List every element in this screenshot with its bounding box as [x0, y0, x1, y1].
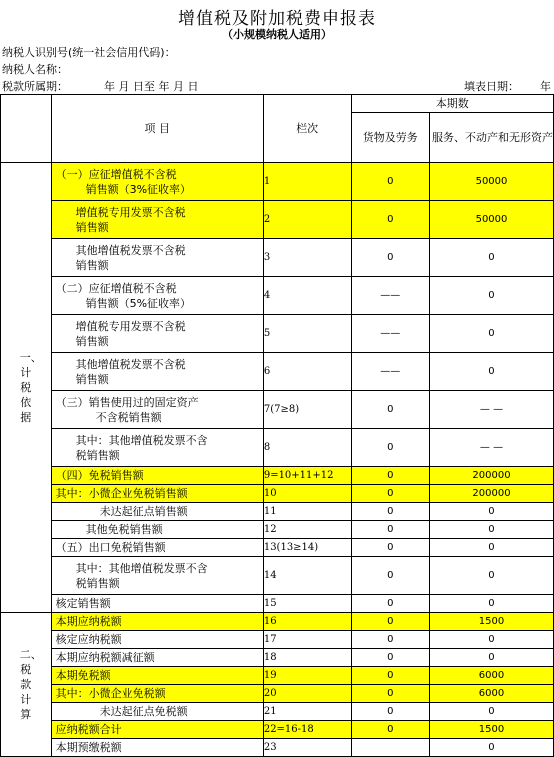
row-item-cell	[51, 201, 263, 239]
table-row	[1, 277, 554, 315]
row-services-value[interactable]: 6000	[429, 667, 553, 685]
row-goods-value[interactable]: 0	[351, 685, 429, 703]
row-item-label-2: 不含税销售额	[95, 410, 162, 424]
tax-period-label: 税款所属期：	[2, 80, 68, 93]
row-item-cell	[51, 649, 263, 667]
row-line-number[interactable]: 16	[263, 613, 351, 631]
row-services-value[interactable]: 0	[429, 703, 553, 721]
row-item-label: 未达起征点销售额	[99, 505, 188, 518]
table-row	[1, 613, 554, 631]
row-line-number[interactable]: 20	[263, 685, 351, 703]
row-line-number[interactable]: 14	[263, 557, 351, 595]
row-line-number[interactable]: 12	[263, 521, 351, 539]
row-item-label-2: 销售额	[75, 334, 109, 348]
row-services-value[interactable]: 0	[429, 595, 553, 613]
row-goods-value[interactable]	[351, 739, 429, 757]
row-item-label: 增值税专用发票不含税	[75, 205, 186, 219]
row-goods-value[interactable]: 0	[351, 595, 429, 613]
row-item-cell	[51, 631, 263, 649]
table-row	[1, 649, 554, 667]
row-services-value[interactable]: 0	[429, 315, 553, 353]
row-item-cell	[51, 391, 263, 429]
row-line-number[interactable]: 9=10+11+12	[263, 467, 351, 485]
row-line-number[interactable]: 2	[263, 201, 351, 239]
row-line-number[interactable]: 21	[263, 703, 351, 721]
row-item-label: 未达起征点免税额	[99, 705, 188, 718]
row-item-cell	[51, 353, 263, 391]
row-services-value[interactable]: — —	[429, 429, 553, 467]
row-item-cell	[51, 721, 263, 739]
section-blank	[1, 95, 52, 163]
row-item-label: 其他增值税发票不含税	[75, 357, 186, 371]
row-goods-value[interactable]: 0	[351, 201, 429, 239]
table-row	[1, 631, 554, 649]
row-item-cell	[51, 703, 263, 721]
row-item-label: （三）销售使用过的固定资产	[55, 395, 199, 409]
row-goods-value[interactable]: ——	[351, 353, 429, 391]
row-services-value[interactable]: 50000	[429, 163, 553, 201]
fill-date-label: 填表日期：	[464, 80, 519, 93]
row-goods-value[interactable]: 0	[351, 649, 429, 667]
table-row	[1, 595, 554, 613]
table-row	[1, 239, 554, 277]
row-item-label: 其中：其他增值税发票不含	[75, 561, 208, 575]
row-line-number[interactable]: 22=16-18	[263, 721, 351, 739]
tax-period-value: 年 月 日至 年 月 日	[104, 80, 199, 93]
row-goods-value[interactable]: 0	[351, 391, 429, 429]
row-item-cell	[51, 521, 263, 539]
row-services-value[interactable]: 200000	[429, 485, 553, 503]
row-item-label: 本期应纳税额减征额	[55, 651, 155, 664]
row-item-label-2: 销售额	[75, 258, 109, 272]
row-item-cell	[51, 467, 263, 485]
row-line-number[interactable]: 18	[263, 649, 351, 667]
row-item-cell	[51, 739, 263, 757]
row-services-value[interactable]: 50000	[429, 201, 553, 239]
table-row	[1, 485, 554, 503]
col-header-item: 项 目	[51, 95, 263, 163]
row-item-label-2: 销售额	[75, 372, 109, 386]
row-item-label-2: 税销售额	[75, 448, 120, 462]
row-item-label: （四）免税销售额	[55, 469, 144, 482]
row-line-number[interactable]: 6	[263, 353, 351, 391]
row-item-cell	[51, 315, 263, 353]
row-item-label-2: 销售额（5%征收率）	[85, 296, 192, 310]
table-row	[1, 467, 554, 485]
taxpayer-id-label: 纳税人识别号(统一社会信用代码)：	[2, 46, 176, 59]
table-row	[1, 353, 554, 391]
row-line-number[interactable]: 17	[263, 631, 351, 649]
row-item-label-2: 销售额	[75, 220, 109, 234]
row-services-value[interactable]: 200000	[429, 467, 553, 485]
table-row	[1, 163, 554, 201]
row-item-cell	[51, 557, 263, 595]
col-header-line: 栏次	[263, 95, 351, 163]
row-item-cell	[51, 667, 263, 685]
row-goods-value[interactable]: 0	[351, 557, 429, 595]
row-goods-value[interactable]: 0	[351, 721, 429, 739]
row-item-cell	[51, 429, 263, 467]
row-services-value[interactable]: 0	[429, 239, 553, 277]
row-line-number[interactable]: 4	[263, 277, 351, 315]
row-goods-value[interactable]: 0	[351, 485, 429, 503]
row-item-label: 增值税专用发票不含税	[75, 319, 186, 333]
row-line-number[interactable]: 11	[263, 503, 351, 521]
table-row	[1, 721, 554, 739]
row-line-number[interactable]: 1	[263, 163, 351, 201]
table-row	[1, 703, 554, 721]
table-row	[1, 739, 554, 757]
row-item-cell	[51, 163, 263, 201]
row-goods-value[interactable]: ——	[351, 277, 429, 315]
section-label-calc: 二、税款计算	[1, 613, 52, 757]
col-header-current-period: 本期数	[351, 95, 553, 113]
row-services-value[interactable]: 0	[429, 539, 553, 557]
table-row	[1, 391, 554, 429]
row-services-value[interactable]: 0	[429, 521, 553, 539]
row-line-number[interactable]: 15	[263, 595, 351, 613]
row-goods-value[interactable]: 0	[351, 503, 429, 521]
row-item-label: 其中：其他增值税发票不含	[75, 433, 208, 447]
row-item-label: 其他免税销售额	[85, 523, 163, 536]
table-row	[1, 557, 554, 595]
row-line-number[interactable]: 10	[263, 485, 351, 503]
row-goods-value[interactable]: ——	[351, 315, 429, 353]
row-goods-value[interactable]: 0	[351, 703, 429, 721]
row-item-cell	[51, 539, 263, 557]
row-item-cell	[51, 277, 263, 315]
row-item-label: 本期预缴税额	[55, 741, 122, 754]
row-item-label: 应纳税额合计	[55, 723, 122, 736]
row-services-value[interactable]: 0	[429, 353, 553, 391]
row-item-label-2: 销售额（3%征收率）	[85, 182, 192, 196]
row-goods-value[interactable]: 0	[351, 539, 429, 557]
row-item-cell	[51, 613, 263, 631]
row-line-number[interactable]: 8	[263, 429, 351, 467]
row-goods-value[interactable]: 0	[351, 667, 429, 685]
row-item-label: 本期免税额	[55, 669, 111, 682]
row-goods-value[interactable]: 0	[351, 631, 429, 649]
fill-date-value: 年	[540, 80, 551, 93]
row-item-label: （一）应征增值税不含税	[55, 167, 177, 181]
row-item-label: 其中：小微企业免税额	[55, 687, 166, 700]
row-line-number[interactable]: 7(7≥8)	[263, 391, 351, 429]
row-item-label: 其中：小微企业免税销售额	[55, 487, 188, 500]
row-item-label: （二）应征增值税不含税	[55, 281, 177, 295]
row-line-number[interactable]: 19	[263, 667, 351, 685]
row-item-label: 核定应纳税额	[55, 633, 122, 646]
row-item-label: 其他增值税发票不含税	[75, 243, 186, 257]
row-services-value[interactable]: 6000	[429, 685, 553, 703]
row-item-cell	[51, 239, 263, 277]
row-line-number[interactable]: 5	[263, 315, 351, 353]
row-services-value[interactable]: — —	[429, 391, 553, 429]
row-item-cell	[51, 595, 263, 613]
table-row	[1, 539, 554, 557]
row-item-label-2: 税销售额	[75, 576, 120, 590]
row-line-number[interactable]: 3	[263, 239, 351, 277]
row-goods-value[interactable]: 0	[351, 163, 429, 201]
row-goods-value[interactable]: 0	[351, 521, 429, 539]
col-header-goods: 货物及劳务	[351, 113, 429, 163]
declaration-table	[0, 94, 554, 757]
taxpayer-name-label: 纳税人名称：	[2, 63, 68, 76]
row-services-value[interactable]: 0	[429, 277, 553, 315]
row-goods-value[interactable]: 0	[351, 613, 429, 631]
row-item-cell	[51, 685, 263, 703]
table-row	[1, 685, 554, 703]
row-item-label: 核定销售额	[55, 597, 111, 610]
col-header-services: 服务、不动产和无形资产	[429, 113, 553, 163]
row-goods-value[interactable]: 0	[351, 239, 429, 277]
row-services-value[interactable]: 1500	[429, 613, 553, 631]
table-row	[1, 429, 554, 467]
row-services-value[interactable]: 1500	[429, 721, 553, 739]
row-goods-value[interactable]: 0	[351, 429, 429, 467]
table-row	[1, 315, 554, 353]
table-row	[1, 521, 554, 539]
row-item-cell	[51, 485, 263, 503]
row-services-value[interactable]: 0	[429, 503, 553, 521]
form-subtitle: （小规模纳税人适用）	[222, 28, 332, 41]
table-row	[1, 201, 554, 239]
row-item-label: 本期应纳税额	[55, 615, 122, 628]
table-row	[1, 503, 554, 521]
row-item-label: （五）出口免税销售额	[55, 541, 166, 554]
table-row	[1, 667, 554, 685]
row-line-number[interactable]: 13(13≥14)	[263, 539, 351, 557]
row-goods-value[interactable]: 0	[351, 467, 429, 485]
row-services-value[interactable]: 0	[429, 739, 553, 757]
row-line-number[interactable]: 23	[263, 739, 351, 757]
row-item-cell	[51, 503, 263, 521]
section-label-basis: 一、计税依据	[1, 163, 52, 613]
row-services-value[interactable]: 0	[429, 649, 553, 667]
row-services-value[interactable]: 0	[429, 557, 553, 595]
row-services-value[interactable]: 0	[429, 631, 553, 649]
form-title: 增值税及附加税费申报表	[178, 9, 376, 29]
